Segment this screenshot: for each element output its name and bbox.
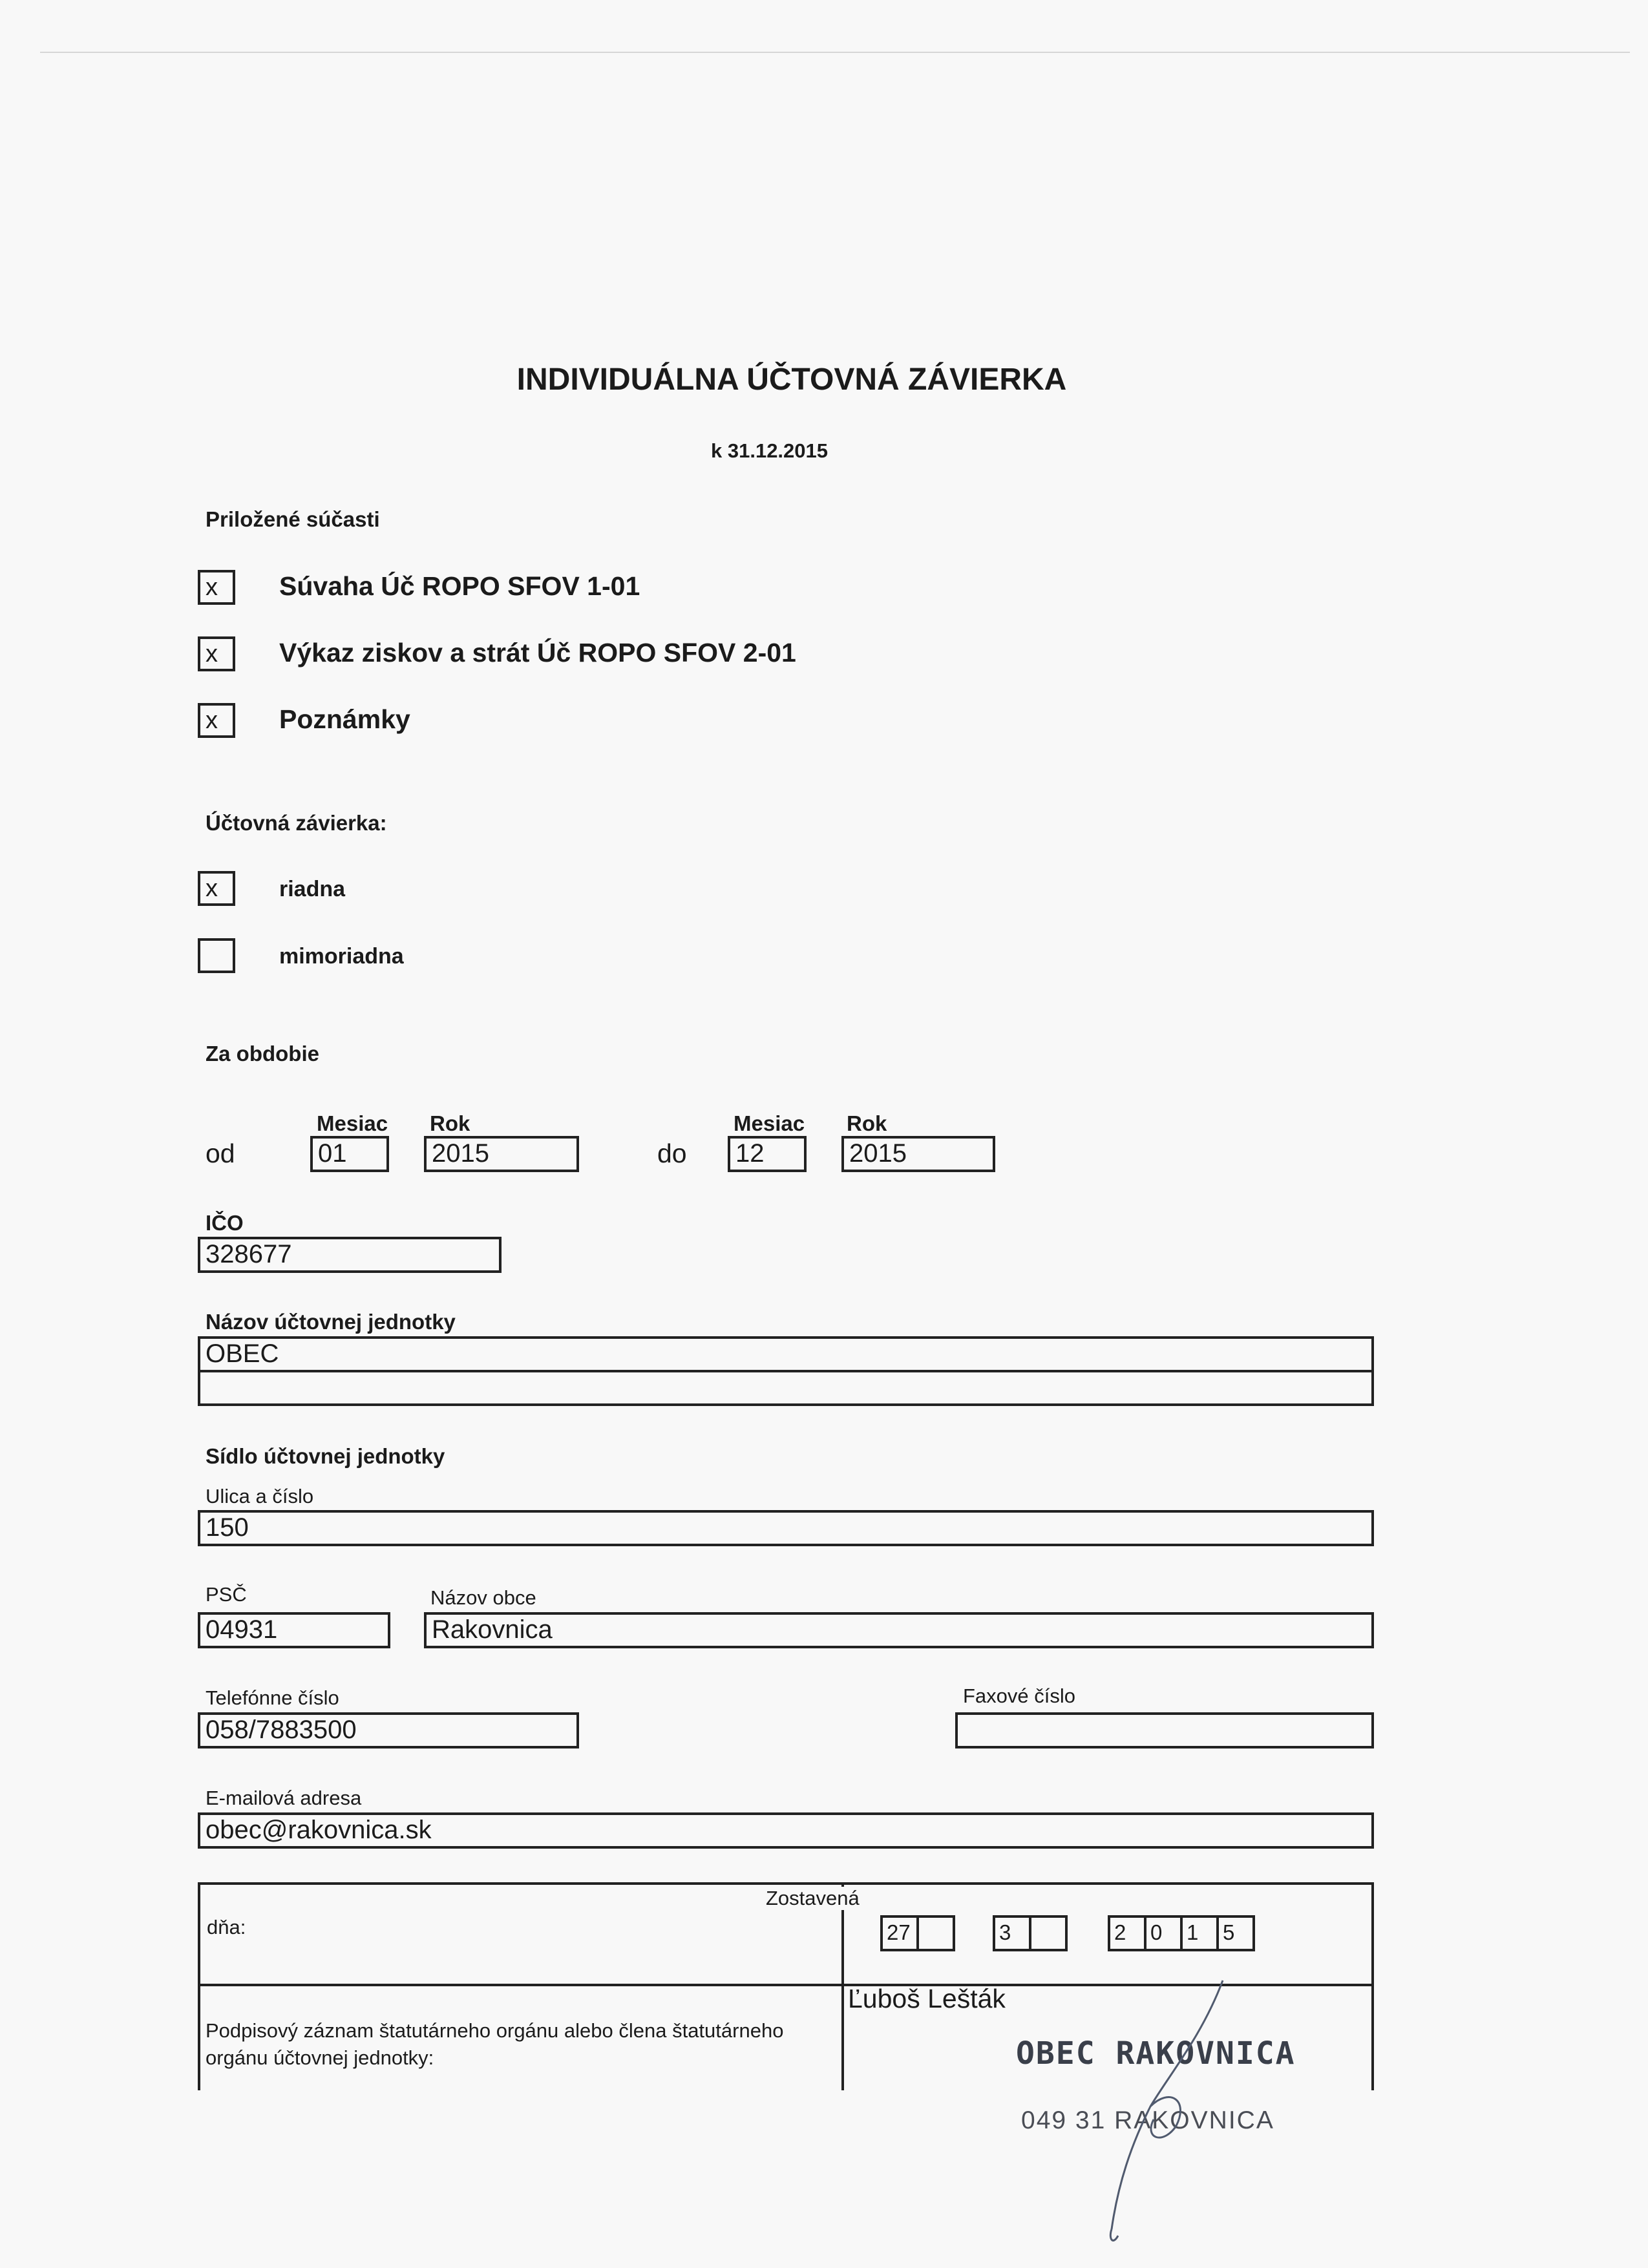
entity-name-label: Názov účtovnej jednotky — [206, 1310, 456, 1334]
stamp-line-2: 049 31 RAKOVNICA — [1021, 2106, 1274, 2134]
checkbox-riadna[interactable]: x — [198, 871, 235, 906]
compiled-month-cell-2[interactable] — [1029, 1915, 1068, 1951]
attachments-heading: Priložené súčasti — [206, 507, 380, 531]
ico-label: IČO — [206, 1211, 244, 1235]
compiled-day-cell-2[interactable] — [916, 1915, 955, 1951]
table-middle-border — [841, 1882, 844, 2090]
email-label: E-mailová adresa — [206, 1787, 362, 1809]
table-left-border — [198, 1882, 200, 2090]
fax-label: Faxové číslo — [963, 1685, 1076, 1707]
from-year-header: Rok — [430, 1111, 470, 1135]
to-year-header: Rok — [847, 1111, 887, 1135]
compiled-heading: Zostavená — [766, 1887, 860, 1909]
to-year-field[interactable]: 2015 — [841, 1136, 995, 1172]
document-title: INDIVIDUÁLNA ÚČTOVNÁ ZÁVIERKA — [516, 362, 1067, 397]
town-field[interactable]: Rakovnica — [424, 1612, 1374, 1648]
ico-field[interactable]: 328677 — [198, 1237, 502, 1273]
email-field[interactable]: obec@rakovnica.sk — [198, 1812, 1374, 1849]
compiled-year-cell-3[interactable]: 1 — [1180, 1915, 1219, 1951]
phone-label: Telefónne číslo — [206, 1686, 339, 1709]
checkbox-vykaz[interactable]: x — [198, 636, 235, 671]
street-field[interactable]: 150 — [198, 1510, 1374, 1546]
top-rule — [40, 52, 1630, 53]
from-label: od — [206, 1139, 235, 1168]
checkbox-mimoriadna[interactable] — [198, 938, 235, 973]
checkbox-label-poznamky: Poznámky — [279, 704, 410, 734]
street-label: Ulica a číslo — [206, 1485, 314, 1507]
table-right-border — [1371, 1882, 1374, 2090]
seat-heading: Sídlo účtovnej jednotky — [206, 1444, 445, 1468]
stamp-line-1: OBEC RAKOVNICA — [1016, 2035, 1296, 2072]
compiled-day-cell-1[interactable]: 27 — [880, 1915, 919, 1951]
entity-name-field-1[interactable]: OBEC — [198, 1336, 1374, 1372]
checkbox-label-riadna: riadna — [279, 877, 346, 901]
fax-field[interactable] — [955, 1712, 1374, 1748]
checkbox-label-mimoriadna: mimoriadna — [279, 944, 404, 969]
entity-name-field-2[interactable] — [198, 1370, 1374, 1406]
signature-label: Podpisový záznam štatutárneho orgánu alebo člena štatutárneho orgánu účtovnej jednotky: — [206, 2019, 784, 2069]
from-month-header: Mesiac — [317, 1111, 388, 1135]
to-month-field[interactable]: 12 — [728, 1136, 807, 1172]
psc-label: PSČ — [206, 1583, 247, 1606]
compiled-year-cell-1[interactable]: 2 — [1108, 1915, 1146, 1951]
from-month-field[interactable]: 01 — [310, 1136, 389, 1172]
compiled-date-label: dňa: — [207, 1916, 246, 1938]
to-month-header: Mesiac — [734, 1111, 805, 1135]
table-top-border — [198, 1882, 1374, 1885]
to-label: do — [657, 1139, 687, 1168]
closing-type-heading: Účtovná závierka: — [206, 811, 387, 835]
period-heading: Za obdobie — [206, 1042, 319, 1066]
checkbox-suvaha[interactable]: x — [198, 570, 235, 605]
signatory-name: Ľuboš Lešták — [848, 1984, 1006, 2013]
checkbox-label-vykaz: Výkaz ziskov a strát Úč ROPO SFOV 2-01 — [279, 638, 796, 667]
compiled-year-cell-4[interactable]: 5 — [1216, 1915, 1255, 1951]
document-date: k 31.12.2015 — [711, 439, 829, 462]
checkbox-label-suvaha: Súvaha Úč ROPO SFOV 1-01 — [279, 571, 640, 601]
compiled-month-cell-1[interactable]: 3 — [993, 1915, 1031, 1951]
psc-field[interactable]: 04931 — [198, 1612, 390, 1648]
town-label: Názov obce — [430, 1586, 536, 1609]
checkbox-poznamky[interactable]: x — [198, 703, 235, 738]
from-year-field[interactable]: 2015 — [424, 1136, 579, 1172]
phone-field[interactable]: 058/7883500 — [198, 1712, 579, 1748]
handwritten-signature — [1073, 1977, 1254, 2249]
compiled-year-cell-2[interactable]: 0 — [1144, 1915, 1183, 1951]
